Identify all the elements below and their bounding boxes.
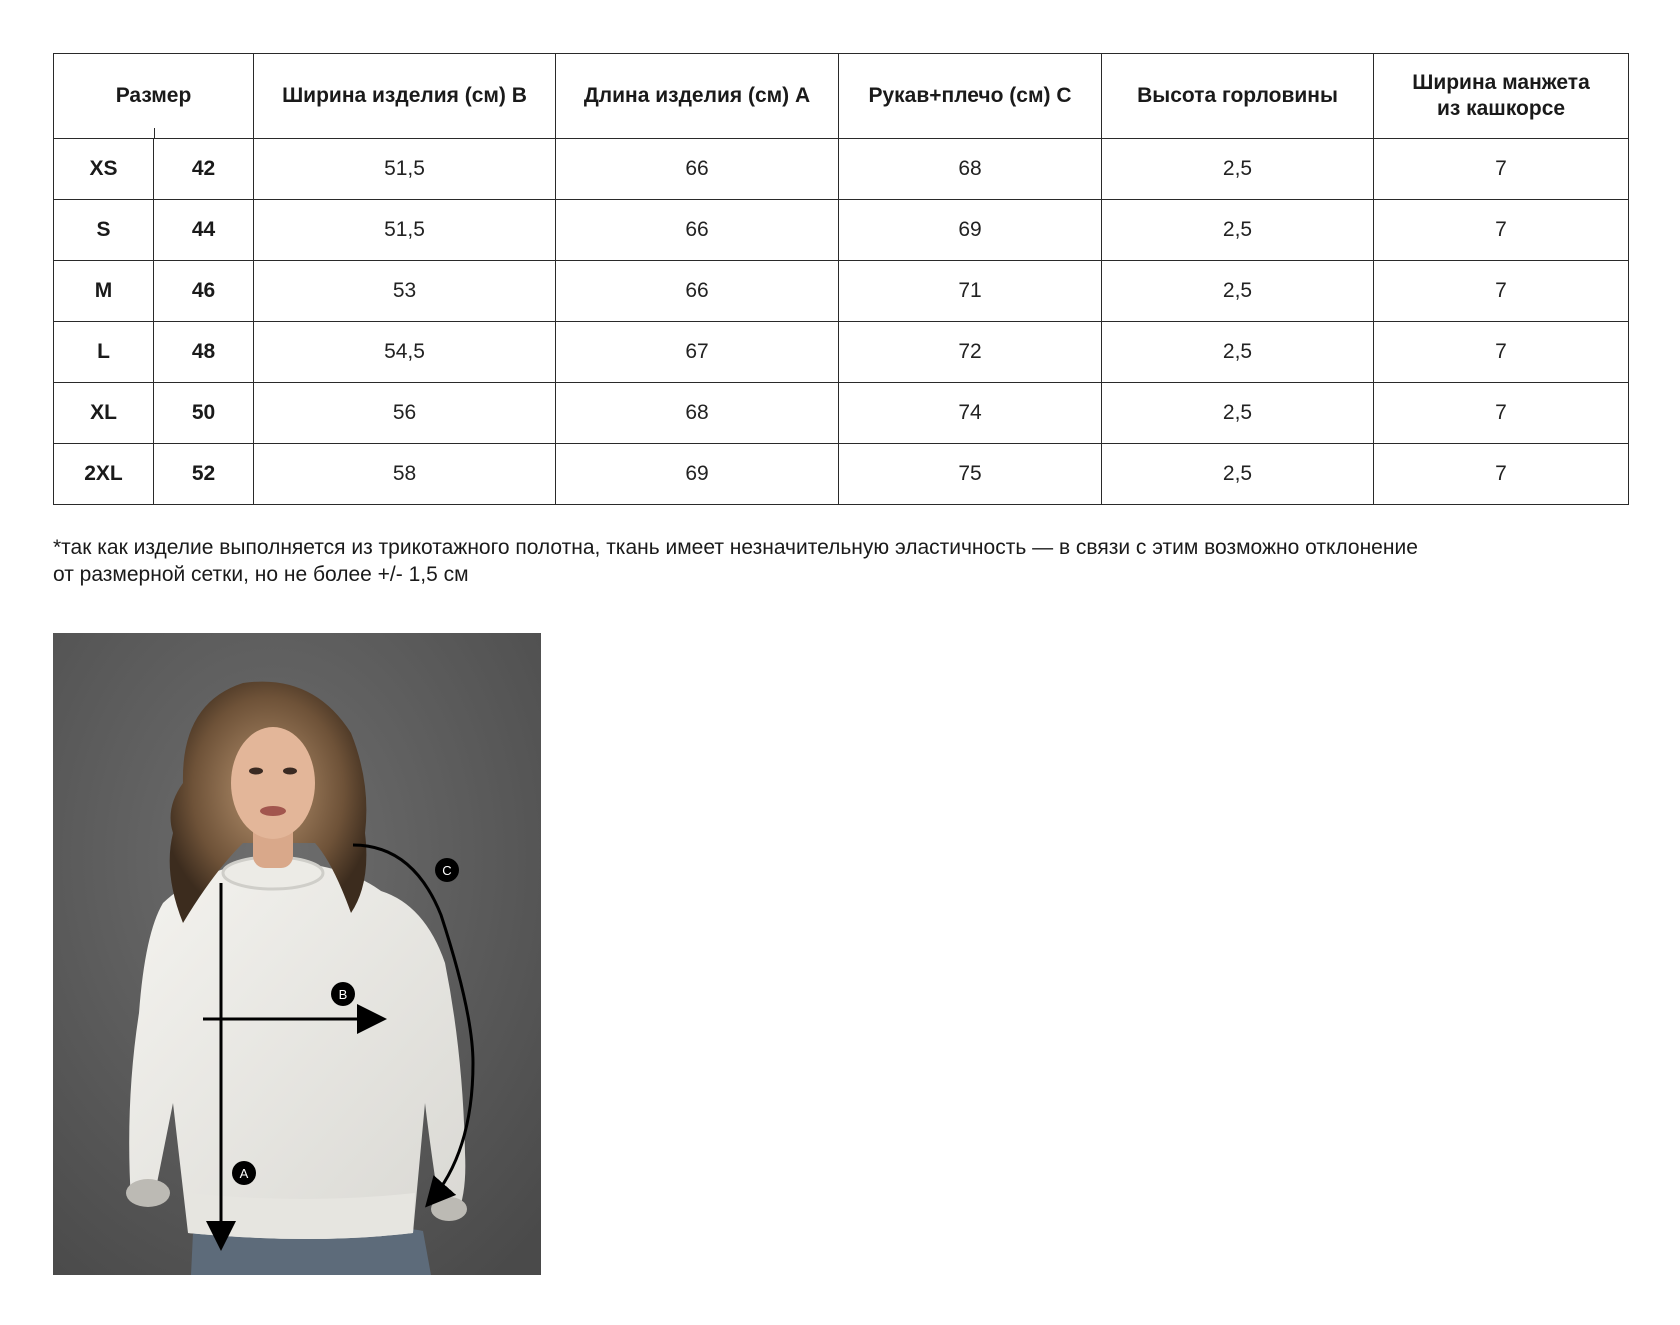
size-chart-table (53, 53, 1629, 505)
cell-cuff: 7 (1374, 444, 1629, 505)
cell-ru-size: 48 (154, 322, 254, 383)
cell-sleeve: 68 (839, 139, 1102, 200)
lips (260, 806, 286, 816)
header-cuff-line2: из кашкорсе (1436, 97, 1566, 120)
cell-sleeve: 75 (839, 444, 1102, 505)
cell-letter-size: M (54, 261, 154, 322)
cell-neck: 2,5 (1102, 139, 1374, 200)
cell-length: 66 (556, 261, 839, 322)
cell-ru-size: 42 (154, 139, 254, 200)
cell-width: 51,5 (254, 139, 556, 200)
cell-sleeve: 69 (839, 200, 1102, 261)
marker-c (435, 858, 459, 882)
cell-neck: 2,5 (1102, 383, 1374, 444)
marker-b-label: B (338, 987, 348, 1002)
cell-ru-size: 52 (154, 444, 254, 505)
hand-left (126, 1179, 170, 1207)
cell-cuff: 7 (1374, 383, 1629, 444)
table-row (54, 444, 1629, 505)
measurement-photo (53, 633, 541, 1275)
cell-cuff: 7 (1374, 261, 1629, 322)
cell-width: 58 (254, 444, 556, 505)
cell-width: 53 (254, 261, 556, 322)
marker-a (232, 1161, 256, 1185)
header-cuff (1374, 54, 1629, 139)
header-width: Ширина изделия (см) B (254, 54, 556, 139)
cell-neck: 2,5 (1102, 200, 1374, 261)
table-header-row (54, 54, 1629, 139)
eye-left (249, 768, 263, 775)
marker-b (331, 982, 355, 1006)
cell-width: 54,5 (254, 322, 556, 383)
elasticity-footnote (53, 534, 1613, 588)
cell-sleeve: 72 (839, 322, 1102, 383)
cell-ru-size: 50 (154, 383, 254, 444)
table-row (54, 322, 1629, 383)
header-size-label: Размер (115, 84, 192, 107)
marker-c-label: C (442, 863, 452, 878)
cell-neck: 2,5 (1102, 444, 1374, 505)
cell-length: 66 (556, 139, 839, 200)
measurement-illustration (53, 633, 541, 1275)
table-row (54, 261, 1629, 322)
header-length: Длина изделия (см) A (556, 54, 839, 139)
cell-ru-size: 44 (154, 200, 254, 261)
table-row (54, 383, 1629, 444)
cell-letter-size: 2XL (54, 444, 154, 505)
cell-length: 66 (556, 200, 839, 261)
cell-cuff: 7 (1374, 200, 1629, 261)
hand-right (431, 1197, 467, 1221)
face-shape (231, 727, 315, 839)
table-row (54, 200, 1629, 261)
cell-cuff: 7 (1374, 322, 1629, 383)
header-size-divider (154, 128, 155, 138)
header-cuff-line1: Ширина манжета (1412, 71, 1590, 94)
cell-neck: 2,5 (1102, 261, 1374, 322)
cell-length: 67 (556, 322, 839, 383)
header-neck: Высота горловины (1102, 54, 1374, 139)
header-size (54, 54, 254, 139)
cell-length: 68 (556, 383, 839, 444)
cell-letter-size: XS (54, 139, 154, 200)
eye-right (283, 768, 297, 775)
cell-letter-size: L (54, 322, 154, 383)
header-sleeve: Рукав+плечо (см) C (839, 54, 1102, 139)
marker-a-label: A (239, 1166, 249, 1181)
cell-ru-size: 46 (154, 261, 254, 322)
footnote-line1: *так как изделие выполняется из трикотажного полотна, ткань имеет незначительную эластичность — в связи с этим возможно отклонение (53, 536, 1418, 559)
cell-neck: 2,5 (1102, 322, 1374, 383)
table-row (54, 139, 1629, 200)
cell-cuff: 7 (1374, 139, 1629, 200)
cell-sleeve: 74 (839, 383, 1102, 444)
footnote-line2: от размерной сетки, но не более +/- 1,5 см (53, 563, 469, 586)
cell-sleeve: 71 (839, 261, 1102, 322)
cell-letter-size: S (54, 200, 154, 261)
cell-width: 56 (254, 383, 556, 444)
cell-length: 69 (556, 444, 839, 505)
cell-letter-size: XL (54, 383, 154, 444)
cell-width: 51,5 (254, 200, 556, 261)
